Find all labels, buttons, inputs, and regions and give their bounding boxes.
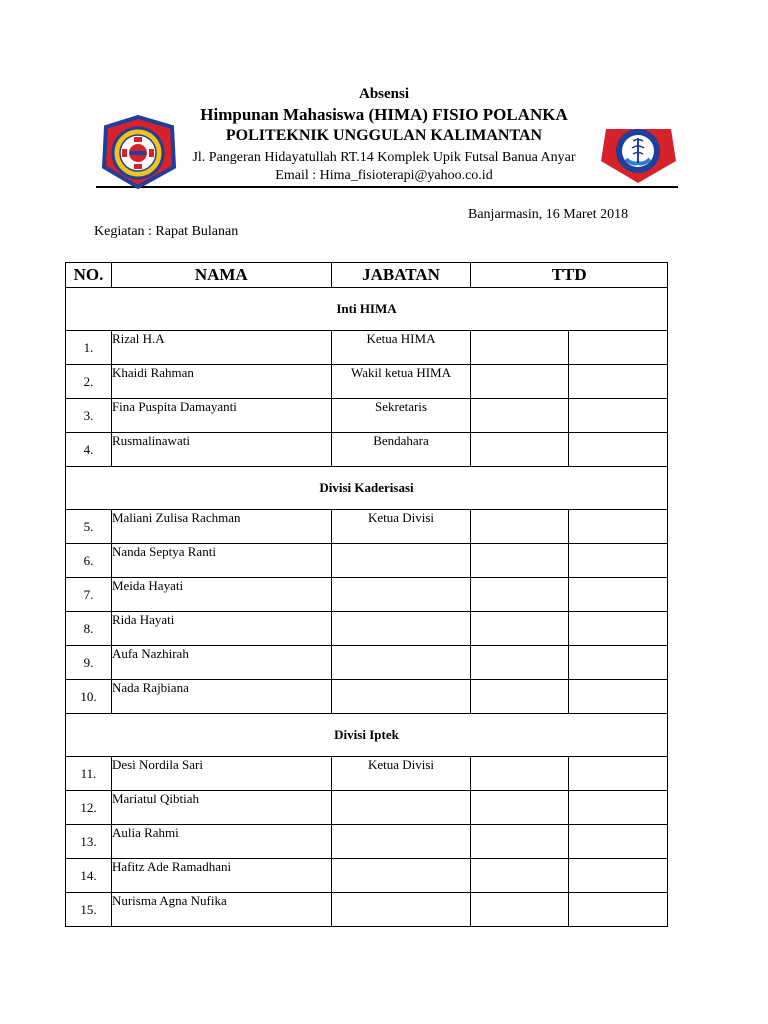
row-number: 6. — [66, 544, 112, 578]
row-number: 2. — [66, 365, 112, 399]
signature-cell — [569, 399, 668, 433]
row-number: 9. — [66, 646, 112, 680]
signature-cell — [569, 510, 668, 544]
row-number: 1. — [66, 331, 112, 365]
email: Email : Hima_fisioterapi@yahoo.co.id — [275, 168, 493, 183]
member-name: Fina Puspita Damayanti — [111, 399, 331, 433]
address: Jl. Pangeran Hidayatullah RT.14 Komplek Upik Futsal Banua Anyar — [192, 150, 576, 165]
member-position: Bendahara — [331, 433, 471, 467]
table-row — [66, 433, 668, 467]
signature-cell — [471, 510, 569, 544]
table-row — [66, 331, 668, 365]
table-row — [66, 646, 668, 680]
member-name: Aulia Rahmi — [111, 825, 331, 859]
table-row — [66, 791, 668, 825]
table-header-row — [66, 263, 668, 288]
signature-cell — [471, 612, 569, 646]
signature-cell — [569, 612, 668, 646]
doc-title: Absensi — [358, 86, 410, 102]
table-row — [66, 680, 668, 714]
member-name: Desi Nordila Sari — [111, 757, 331, 791]
signature-cell — [471, 859, 569, 893]
row-number: 10. — [66, 680, 112, 714]
member-name: Aufa Nazhirah — [111, 646, 331, 680]
signature-cell — [569, 893, 668, 927]
signature-cell — [471, 544, 569, 578]
section-row — [66, 714, 668, 757]
signature-cell — [471, 825, 569, 859]
attendance-table — [65, 262, 668, 927]
table-row — [66, 399, 668, 433]
signature-cell — [569, 331, 668, 365]
row-number: 3. — [66, 399, 112, 433]
date-place: Banjarmasin, 16 Maret 2018 — [468, 207, 629, 222]
row-number: 11. — [66, 757, 112, 791]
institution-name: POLITEKNIK UNGGULAN KALIMANTAN — [225, 127, 543, 144]
member-position — [331, 544, 471, 578]
table-row — [66, 544, 668, 578]
section-title: Inti HIMA — [66, 288, 668, 331]
member-name: Mariatul Qibtiah — [111, 791, 331, 825]
member-position: Sekretaris — [331, 399, 471, 433]
signature-cell — [471, 893, 569, 927]
signature-cell — [569, 646, 668, 680]
row-number: 13. — [66, 825, 112, 859]
signature-cell — [569, 757, 668, 791]
table-row — [66, 859, 668, 893]
signature-cell — [471, 331, 569, 365]
member-name: Meida Hayati — [111, 578, 331, 612]
row-number: 12. — [66, 791, 112, 825]
activity-label: Kegiatan : Rapat Bulanan — [94, 224, 239, 239]
signature-cell — [569, 825, 668, 859]
header-no: NO. — [66, 263, 112, 288]
member-position: Ketua Divisi — [331, 757, 471, 791]
table-row — [66, 825, 668, 859]
member-name: Rida Hayati — [111, 612, 331, 646]
row-number: 5. — [66, 510, 112, 544]
signature-cell — [569, 680, 668, 714]
signature-cell — [569, 433, 668, 467]
member-name: Rusmalinawati — [111, 433, 331, 467]
table-row — [66, 510, 668, 544]
row-number: 4. — [66, 433, 112, 467]
table-row — [66, 757, 668, 791]
section-title: Divisi Kaderisasi — [66, 467, 668, 510]
header-nama: NAMA — [111, 263, 331, 288]
table-row — [66, 893, 668, 927]
member-position — [331, 791, 471, 825]
signature-cell — [471, 757, 569, 791]
row-number: 14. — [66, 859, 112, 893]
hima-fisio-logo-icon — [96, 113, 181, 191]
member-name: Nanda Septya Ranti — [111, 544, 331, 578]
signature-cell — [471, 578, 569, 612]
row-number: 15. — [66, 893, 112, 927]
signature-cell — [471, 399, 569, 433]
signature-cell — [471, 646, 569, 680]
member-position: Ketua HIMA — [331, 331, 471, 365]
table-row — [66, 612, 668, 646]
member-position — [331, 646, 471, 680]
section-row — [66, 467, 668, 510]
table-row — [66, 365, 668, 399]
org-name: Himpunan Mahasiswa (HIMA) FISIO POLANKA — [200, 105, 568, 124]
signature-cell — [569, 791, 668, 825]
member-position — [331, 612, 471, 646]
member-position — [331, 893, 471, 927]
header-divider — [96, 186, 678, 188]
member-name: Khaidi Rahman — [111, 365, 331, 399]
member-name: Rizal H.A — [111, 331, 331, 365]
section-title: Divisi Iptek — [66, 714, 668, 757]
signature-cell — [471, 365, 569, 399]
member-position — [331, 578, 471, 612]
member-name: Nurisma Agna Nufika — [111, 893, 331, 927]
member-position — [331, 680, 471, 714]
header-jabatan: JABATAN — [331, 263, 471, 288]
signature-cell — [471, 791, 569, 825]
fisioterapi-logo-icon — [598, 121, 679, 185]
member-position — [331, 859, 471, 893]
table-row — [66, 578, 668, 612]
member-name: Nada Rajbiana — [111, 680, 331, 714]
signature-cell — [471, 680, 569, 714]
member-position — [331, 825, 471, 859]
signature-cell — [569, 859, 668, 893]
member-position: Wakil ketua HIMA — [331, 365, 471, 399]
signature-cell — [569, 578, 668, 612]
section-row — [66, 288, 668, 331]
signature-cell — [569, 544, 668, 578]
signature-cell — [471, 433, 569, 467]
member-name: Hafitz Ade Ramadhani — [111, 859, 331, 893]
member-position: Ketua Divisi — [331, 510, 471, 544]
header-ttd: TTD — [471, 263, 668, 288]
row-number: 8. — [66, 612, 112, 646]
row-number: 7. — [66, 578, 112, 612]
signature-cell — [569, 365, 668, 399]
member-name: Maliani Zulisa Rachman — [111, 510, 331, 544]
